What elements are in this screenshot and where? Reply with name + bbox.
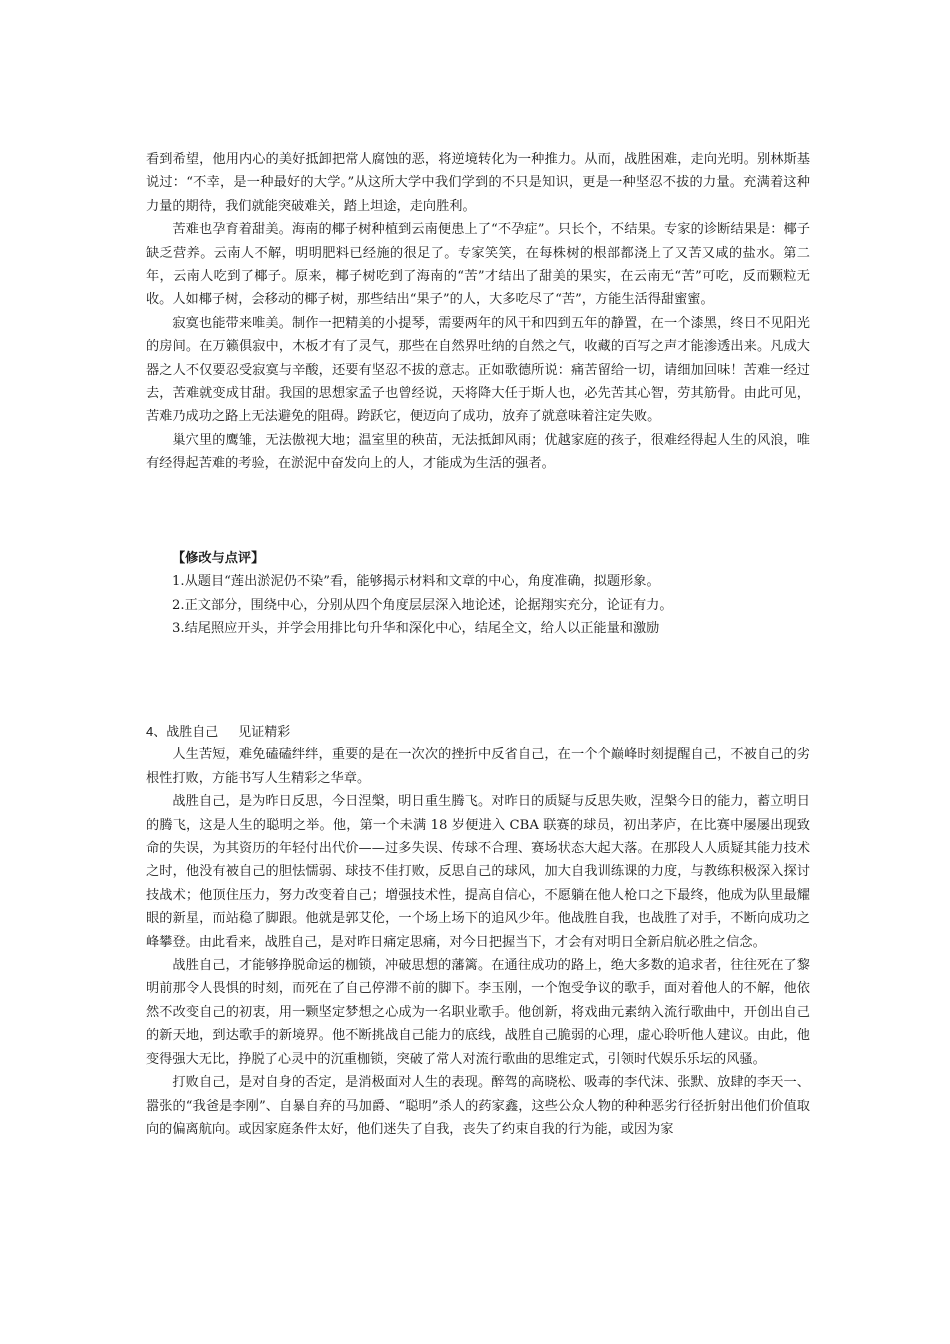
- paragraph: 看到希望，他用内心的美好抵卸把常人腐蚀的恶，将逆境转化为一种推力。从而，战胜困难，走向光明。别林斯基说过：“不幸，是一种最好的大学。”从这所大学中我们学到的不只是知识，更是一种坚忍不拔的力量。充满着这种力量的期待，我们就能突破难关，踏上坦途，走向胜利。: [146, 152, 810, 214]
- section-title: [146, 720, 810, 743]
- review-title: 【修改与点评】: [172, 551, 265, 566]
- paragraph: 战胜自己，是为昨日反思，今日涅槃，明日重生腾飞。对昨日的质疑与反思失败，涅槃今日的能力，蓄立明日的腾飞，这是人生的聪明之举。他，第一个未满 18 岁便进入 CBA 联赛的球员，初出茅庐，在比赛中屡屡出现致命的失误，为其资历的年轻付出代价——过多失误、传球不合理、赛场状态大起大落。在那段人人质疑其能力技术之时，他没有被自己的胆怯懦弱、球技不佳打败，反思自己的球风，加大自我训练课的力度，与教练积极深入探讨技战术；他顶住压力，努力改变着自己；增强技术性，提高自信心，不愿躺在他人枪口之下最终，他成为队里最耀眼的新星，而站稳了脚跟。他就是郭艾伦，一个场上场下的追风少年。他战胜自我，也战胜了对手，不断向成功之峰攀登。由此看来，战胜自己，是对昨日痛定思痛，对今日把握当下，才会有对明日全新启航必胜之信念。: [146, 794, 810, 950]
- essay-continuation: [146, 148, 810, 476]
- section-number: 4、: [146, 724, 167, 739]
- paragraph: 苦难也孕育着甜美。海南的椰子树种植到云南便患上了“不孕症”。只长个，不结果。专家的诊断结果是：椰子缺乏营养。云南人不解，明明肥料已经施的很足了。专家笑笑，在每株树的根部都浇上了又苦又咸的盐水。第二年，云南人吃到了椰子。原来，椰子树吃到了海南的“苦”才结出了甜美的果实，在云南无“苦”可吃，反而颗粒无收。人如椰子树，会移动的椰子树，那些结出“果子”的人，大多吃尽了“苦”，方能生活得甜蜜蜜。: [146, 222, 810, 308]
- review-item: 2.正文部分，围绕中心，分别从四个角度层层深入地论述，论据翔实充分，论证有力。: [172, 597, 673, 613]
- paragraph: 人生苦短，难免磕磕绊绊，重要的是在一次次的挫折中反省自己，在一个个巅峰时刻提醒自己，不被自己的劣根性打败，方能书写人生精彩之华章。: [146, 747, 810, 786]
- paragraph: 打败自己，是对自身的否定，是消极面对人生的表现。醉驾的高晓松、吸毒的李代沫、张默、放肆的李天一、嚣张的“我爸是李刚”、自暴自弃的马加爵、“聪明”杀人的药家鑫，这些公众人物的种种恶劣行径折射出他们价值取向的偏离航向。或因家庭条件太好，他们迷失了自我，丧失了约束自我的行为能，或因为家: [146, 1075, 810, 1137]
- review-item: 1.从题目“莲出淤泥仍不染”看，能够揭示材料和文章的中心，角度准确，拟题形象。: [172, 574, 660, 590]
- section-title-part: 战胜自己: [166, 724, 219, 739]
- paragraph: 寂寞也能带来唯美。制作一把精美的小提琴，需要两年的风干和四到五年的静置，在一个漆黑，终日不见阳光的房间。在万籁俱寂中，木板才有了灵气，那些在自然界吐纳的自然之气，收藏的百写之声才能渗透出来。凡成大器之人不仅要忍受寂寞与辛酸，还要有坚忍不拔的意志。正如歌德所说：痛苦留给一切，请细加回味！苦难一经过去，苦难就变成甘甜。我国的思想家孟子也曾经说，天将降大任于斯人也，必先苦其心智，劳其筋骨。由此可见，苦难乃成功之路上无法避免的阻碍。跨跃它，便迈向了成功，放弃了就意味着注定失败。: [146, 315, 810, 425]
- paragraph: 巢穴里的鹰雏，无法傲视大地；温室里的秧苗，无法抵卸风雨；优越家庭的孩子，很难经得起人生的风浪，唯有经得起苦难的考验，在淤泥中奋发向上的人，才能成为生活的强者。: [146, 432, 810, 472]
- review-section: [146, 547, 746, 641]
- section-title-part: 见证精彩: [238, 724, 291, 739]
- paragraph: 战胜自己，才能够挣脱命运的枷锁，冲破思想的藩篱。在通往成功的路上，绝大多数的追求者，往往死在了黎明前那令人畏惧的时刻，而死在了自己停滞不前的脚下。李玉刚，一个饱受争议的歌手，面对着他人的不解，他依然不改变自己的初衷，用一颗坚定梦想之心成为一名职业歌手。他创新，将戏曲元素纳入流行歌曲中，开创出自己的新天地，到达歌手的新境界。他不断挑战自己能力的底线，战胜自己脆弱的心理，虚心聆听他人建议。由此，他变得强大无比，挣脱了心灵中的沉重枷锁，突破了常人对流行歌曲的思维定式，引领时代娱乐乐坛的风骚。: [146, 958, 810, 1067]
- essay-section-4: [146, 720, 810, 1141]
- review-item: 3.结尾照应开头，并学会用排比句升华和深化中心，结尾全文，给人以正能量和激励: [172, 621, 660, 637]
